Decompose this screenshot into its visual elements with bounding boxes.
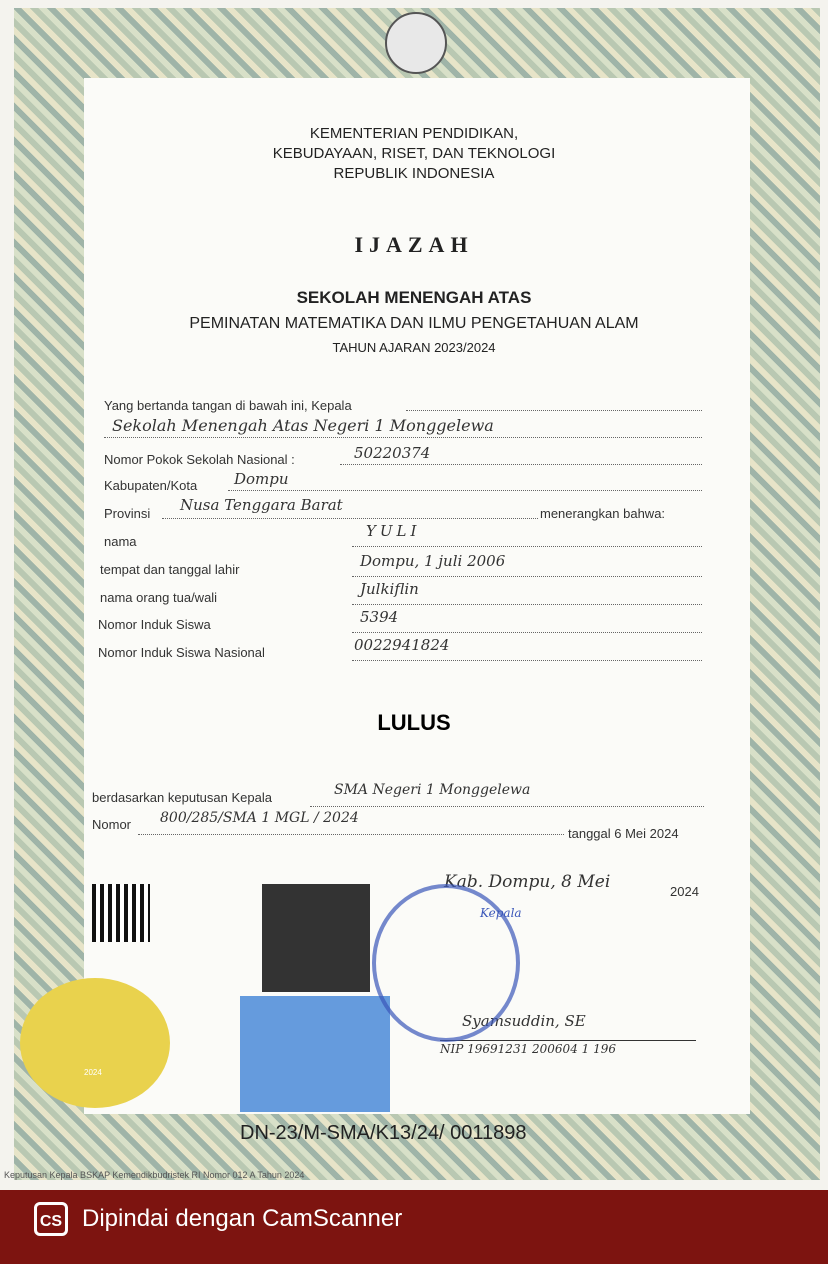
nama-value: YULI xyxy=(366,522,421,540)
npsn-label: Nomor Pokok Sekolah Nasional : xyxy=(104,452,295,467)
decision-value: SMA Negeri 1 Monggelewa xyxy=(334,782,531,798)
provinsi-value: Nusa Tenggara Barat xyxy=(180,496,343,514)
kabupaten-value: Dompu xyxy=(234,470,289,488)
sign-name: Syamsuddin, SE xyxy=(462,1012,586,1030)
nomor-label: Nomor xyxy=(92,817,132,832)
nisn-value: 0022941824 xyxy=(354,636,450,654)
npsn-value: 50220374 xyxy=(354,444,431,462)
sign-nip: NIP 19691231 200604 1 196 xyxy=(440,1042,616,1056)
intro-label: Yang bertanda tangan di bawah ini, Kepala xyxy=(104,398,352,413)
dotted-line xyxy=(104,437,702,438)
orangtua-label: nama orang tua/wali xyxy=(100,590,218,605)
academic-year: TAHUN AJARAN 2023/2024 xyxy=(332,340,496,355)
ttl-value: Dompu, 1 juli 2006 xyxy=(360,552,506,570)
orangtua-value: Julkiflin xyxy=(360,580,419,598)
dotted-line xyxy=(352,660,702,661)
dotted-line xyxy=(228,490,702,491)
ministry-line-1: KEMENTERIAN PENDIDIKAN, xyxy=(309,125,519,142)
ministry-line-3: REPUBLIK INDONESIA xyxy=(333,165,495,182)
sign-place-date: Kab. Dompu, 8 Mei xyxy=(444,872,611,892)
serial-number: DN-23/M-SMA/K13/24/ 0011898 xyxy=(240,1122,527,1144)
dotted-line xyxy=(310,806,704,807)
garuda-emblem-icon xyxy=(385,12,447,74)
hologram-seal-icon xyxy=(20,978,170,1108)
camscanner-text: Dipindai dengan CamScanner xyxy=(82,1205,403,1232)
blue-fingerprint-mark xyxy=(240,996,390,1112)
kabupaten-label: Kabupaten/Kota xyxy=(104,478,198,493)
nama-label: nama xyxy=(104,534,137,549)
nisn-label: Nomor Induk Siswa Nasional xyxy=(98,645,265,660)
camscanner-logo-icon: CS xyxy=(34,1202,68,1236)
school-name: Sekolah Menengah Atas Negeri 1 Monggelewa xyxy=(112,416,494,435)
result-lulus: LULUS xyxy=(377,710,451,735)
program: PEMINATAN MATEMATIKA DAN ILMU PENGETAHUAN ALAM xyxy=(189,315,639,332)
dotted-line xyxy=(352,604,702,605)
signature-line xyxy=(440,1040,696,1041)
provinsi-label: Provinsi xyxy=(104,506,151,521)
dotted-line xyxy=(162,518,538,519)
dotted-line xyxy=(138,834,564,835)
dotted-line xyxy=(352,576,702,577)
decision-label: berdasarkan keputusan Kepala xyxy=(92,790,272,805)
footer-note: Keputusan Kepala BSKAP Kemendikbudristek RI Nomor 012 A Tahun 2024 xyxy=(4,1170,305,1180)
dotted-line xyxy=(340,464,702,465)
nis-value: 5394 xyxy=(360,608,399,626)
nis-label: Nomor Induk Siswa xyxy=(98,617,211,632)
dotted-line xyxy=(352,546,702,547)
dotted-line xyxy=(352,632,702,633)
ministry-line-2: KEBUDAYAAN, RISET, DAN TEKNOLOGI xyxy=(272,145,556,162)
student-photo xyxy=(262,884,370,992)
sign-role: Kepala xyxy=(480,906,522,920)
dotted-line xyxy=(406,410,702,411)
menerangkan-label: menerangkan bahwa: xyxy=(540,506,666,521)
tanggal: tanggal 6 Mei 2024 xyxy=(568,826,679,841)
ttl-label: tempat dan tanggal lahir xyxy=(100,562,240,577)
seal-year: 2024 xyxy=(84,1068,102,1077)
school-type: SEKOLAH MENENGAH ATAS xyxy=(296,288,532,307)
document-title: IJAZAH xyxy=(354,232,474,257)
nomor-value: 800/285/SMA 1 MGL / 2024 xyxy=(160,810,359,826)
school-stamp-icon xyxy=(372,884,520,1042)
sign-year: 2024 xyxy=(670,884,699,899)
qr-code-icon xyxy=(92,884,150,942)
